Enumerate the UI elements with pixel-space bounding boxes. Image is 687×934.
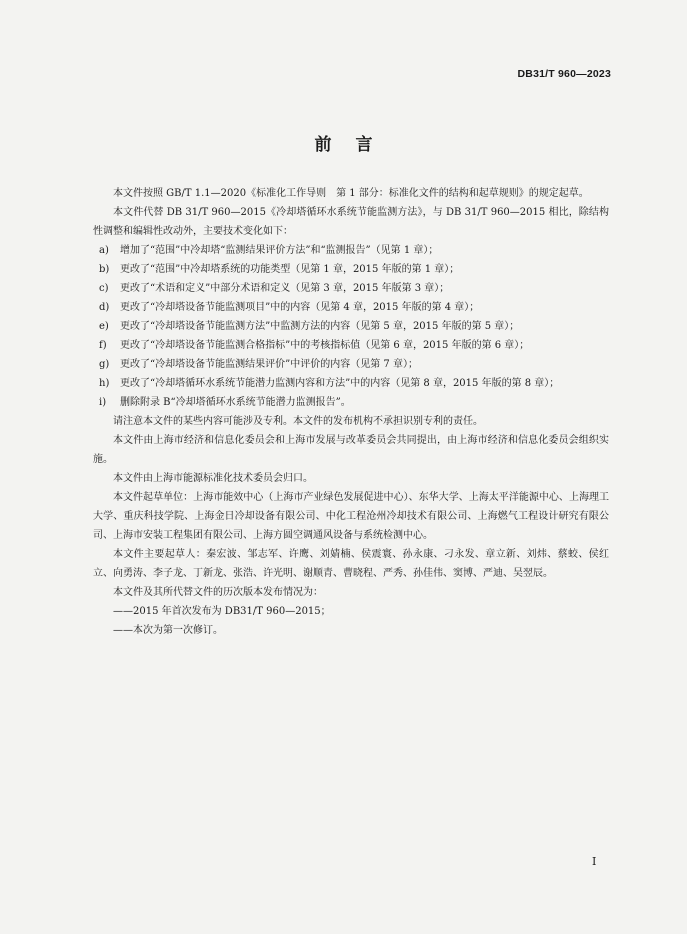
list-item [93,393,609,412]
list-item-label: c) [99,283,109,294]
list-item-text: 增加了“范围”中冷却塔“监测结果评价方法”和“监测报告”（见第 1 章）； [120,245,439,256]
list-item-text: 更改了“冷却塔设备节能监测合格指标”中的考核指标值（见第 6 章，2015 年版的第 6 章）； [120,340,530,351]
list-item-label: i) [99,397,107,408]
history-item: ——2015 年首次发布为 DB31/T 960—2015； [113,606,331,617]
standard-code: DB31/T 960—2023 [517,68,611,80]
list-item [93,317,609,336]
list-item-text: 删除附录 B“冷却塔循环水系统节能潜力监测报告”。 [120,397,351,408]
paragraph: 本文件按照 GB/T 1.1—2020《标准化工作导则 第 1 部分：标准化文件的结构和起草规则》的规定起草。 [113,188,589,199]
list-item-label: g) [99,359,110,370]
list-item-text: 更改了“术语和定义”中部分术语和定义（见第 3 章，2015 年版第 3 章）； [120,283,450,294]
list-item-label: h) [99,378,110,389]
list-item [93,374,609,393]
list-item [93,355,609,374]
list-item-text: 更改了“冷却塔设备节能监测项目”中的内容（见第 4 章，2015 年版的第 4 章）； [120,302,480,313]
list-item [93,298,609,317]
list-item-text: 更改了“冷却塔设备节能监测方法”中监测方法的内容（见第 5 章，2015 年版的第 5 章）； [120,321,520,332]
change-list [93,241,609,412]
list-item-label: b) [99,264,110,275]
page-number: I [592,855,597,868]
page-title: 前言 [314,135,397,155]
paragraph: 本文件主要起草人：秦宏波、邹志军、许鹰、刘婧楠、侯震寰、孙永康、刁永发、章立新、刘炜、蔡蛟、侯红立、向勇涛、李子龙、丁新龙、张浩、许光明、谢顺青、曹晓程、严秀、孙佳伟、窦博、严迪、吴翌辰。 [93,549,609,579]
list-item [93,336,609,355]
history-item: ——本次为第一次修订。 [113,625,223,636]
list-item [93,279,609,298]
paragraph: 本文件及其所代替文件的历次版本发布情况为： [113,587,323,598]
paragraph: 本文件由上海市经济和信息化委员会和上海市发展与改革委员会共同提出，由上海市经济和信息化委员会组织实施。 [93,435,609,465]
list-item-label: a) [99,245,109,256]
list-item-label: d) [99,302,110,313]
list-item-label: e) [99,321,109,332]
list-item-label: f) [99,340,107,351]
list-item [93,260,609,279]
paragraph: 本文件由上海市能源标准化技术委员会归口。 [113,473,313,484]
list-item-text: 更改了“冷却塔设备节能监测结果评价”中评价的内容（见第 7 章）； [120,359,418,370]
list-item-text: 更改了“冷却塔循环水系统节能潜力监测内容和方法”中的内容（见第 8 章，2015 年版的第 8 章）； [120,378,560,389]
list-item [93,241,609,260]
document-body [93,184,609,640]
paragraph: 本文件代替 DB 31/T 960—2015《冷却塔循环水系统节能监测方法》，与 DB 31/T 960—2015 相比，除结构性调整和编辑性改动外，主要技术变化如下： [93,207,609,237]
paragraph: 请注意本文件的某些内容可能涉及专利。本文件的发布机构不承担识别专利的责任。 [113,416,483,427]
paragraph: 本文件起草单位：上海市能效中心（上海市产业绿色发展促进中心）、东华大学、上海太平洋能源中心、上海理工大学、重庆科技学院、上海金日冷却设备有限公司、中化工程沧州冷却技术有限公司、上海燃气工程设计研究有限公司、上海市安装工程集团有限公司、上海方圆空调通风设备与系统检测中心。 [93,492,609,541]
list-item-text: 更改了“范围”中冷却塔系统的功能类型（见第 1 章，2015 年版的第 1 章）； [120,264,460,275]
